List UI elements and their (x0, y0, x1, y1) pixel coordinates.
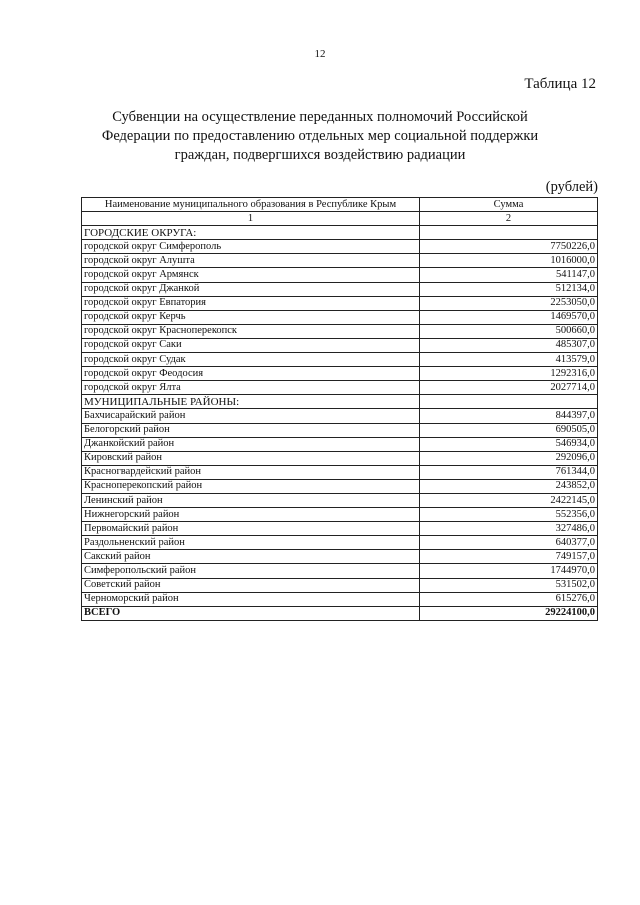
municipality-name: Белогорский район (82, 423, 420, 437)
municipality-name: Симферопольский район (82, 564, 420, 578)
amount-value: 690505,0 (420, 423, 598, 437)
table-row (82, 310, 598, 324)
group-header: ГОРОДСКИЕ ОКРУГА: (82, 226, 420, 240)
table-row (82, 381, 598, 395)
group-header-row (82, 226, 598, 240)
amount-value: 844397,0 (420, 409, 598, 423)
municipality-name: городской округ Армянск (82, 268, 420, 282)
group-header-row (82, 395, 598, 409)
municipality-name: Первомайский район (82, 522, 420, 536)
amount-value: 2422145,0 (420, 493, 598, 507)
municipality-name: городской округ Феодосия (82, 367, 420, 381)
municipality-name: Сакский район (82, 550, 420, 564)
amount-value: 1744970,0 (420, 564, 598, 578)
amount-value: 1016000,0 (420, 254, 598, 268)
table-row (82, 338, 598, 352)
municipality-name: Красноперекопский район (82, 479, 420, 493)
page-number: 12 (314, 48, 326, 60)
amount-value: 2027714,0 (420, 381, 598, 395)
municipality-name: городской округ Саки (82, 338, 420, 352)
municipality-name: Черноморский район (82, 592, 420, 606)
table-row (82, 592, 598, 606)
index-cell: 1 (82, 212, 420, 226)
table-row (82, 451, 598, 465)
amount-value: 552356,0 (420, 508, 598, 522)
index-cell: 2 (420, 212, 598, 226)
total-label: ВСЕГО (82, 606, 420, 620)
group-empty-cell (420, 395, 598, 409)
table-row (82, 437, 598, 451)
subsidy-table (81, 197, 598, 621)
municipality-name: Советский район (82, 578, 420, 592)
table-row (82, 409, 598, 423)
table-row (82, 367, 598, 381)
amount-value: 512134,0 (420, 282, 598, 296)
amount-value: 500660,0 (420, 324, 598, 338)
municipality-name: городской округ Джанкой (82, 282, 420, 296)
total-amount: 29224100,0 (420, 606, 598, 620)
currency-note: (рублей) (545, 179, 598, 195)
title-line: Субвенции на осуществление переданных полномочий Российской (112, 109, 528, 125)
municipality-name: Нижнегорский район (82, 508, 420, 522)
municipality-name: городской округ Судак (82, 353, 420, 367)
table-row (82, 353, 598, 367)
table-row (82, 296, 598, 310)
municipality-name: Кировский район (82, 451, 420, 465)
municipality-name: городской округ Алушта (82, 254, 420, 268)
table-row (82, 493, 598, 507)
table-row (82, 282, 598, 296)
table-row (82, 550, 598, 564)
municipality-name: городской округ Красноперекопск (82, 324, 420, 338)
table-row (82, 268, 598, 282)
table-row (82, 479, 598, 493)
table-row (82, 465, 598, 479)
municipality-name: Ленинский район (82, 493, 420, 507)
amount-value: 1292316,0 (420, 367, 598, 381)
table-row (82, 522, 598, 536)
amount-value: 531502,0 (420, 578, 598, 592)
amount-value: 292096,0 (420, 451, 598, 465)
amount-value: 546934,0 (420, 437, 598, 451)
table-row (82, 324, 598, 338)
group-header: МУНИЦИПАЛЬНЫЕ РАЙОНЫ: (82, 395, 420, 409)
header-municipality: Наименование муниципального образования в Республике Крым (82, 198, 420, 212)
amount-value: 485307,0 (420, 338, 598, 352)
amount-value: 1469570,0 (420, 310, 598, 324)
municipality-name: городской округ Симферополь (82, 240, 420, 254)
table-row (82, 578, 598, 592)
table-body (82, 198, 598, 621)
amount-value: 7750226,0 (420, 240, 598, 254)
municipality-name: Красногвардейский район (82, 465, 420, 479)
amount-value: 243852,0 (420, 479, 598, 493)
total-row (82, 606, 598, 620)
municipality-name: городской округ Керчь (82, 310, 420, 324)
index-row (82, 212, 598, 226)
table-row (82, 508, 598, 522)
table-row (82, 564, 598, 578)
table-row (82, 536, 598, 550)
header-row (82, 198, 598, 212)
group-empty-cell (420, 226, 598, 240)
municipality-name: Джанкойский район (82, 437, 420, 451)
amount-value: 327486,0 (420, 522, 598, 536)
table-row (82, 254, 598, 268)
title-line: граждан, подвергшихся воздействию радиации (174, 147, 466, 163)
table-row (82, 423, 598, 437)
amount-value: 615276,0 (420, 592, 598, 606)
table-row (82, 240, 598, 254)
municipality-name: Бахчисарайский район (82, 409, 420, 423)
municipality-name: городской округ Ялта (82, 381, 420, 395)
table-label: Таблица 12 (524, 76, 596, 92)
header-amount: Сумма (420, 198, 598, 212)
amount-value: 761344,0 (420, 465, 598, 479)
amount-value: 541147,0 (420, 268, 598, 282)
amount-value: 413579,0 (420, 353, 598, 367)
amount-value: 749157,0 (420, 550, 598, 564)
document-title (80, 108, 560, 165)
title-line: Федерации по предоставлению отдельных мер социальной поддержки (101, 128, 539, 144)
amount-value: 640377,0 (420, 536, 598, 550)
municipality-name: Раздольненский район (82, 536, 420, 550)
amount-value: 2253050,0 (420, 296, 598, 310)
municipality-name: городской округ Евпатория (82, 296, 420, 310)
